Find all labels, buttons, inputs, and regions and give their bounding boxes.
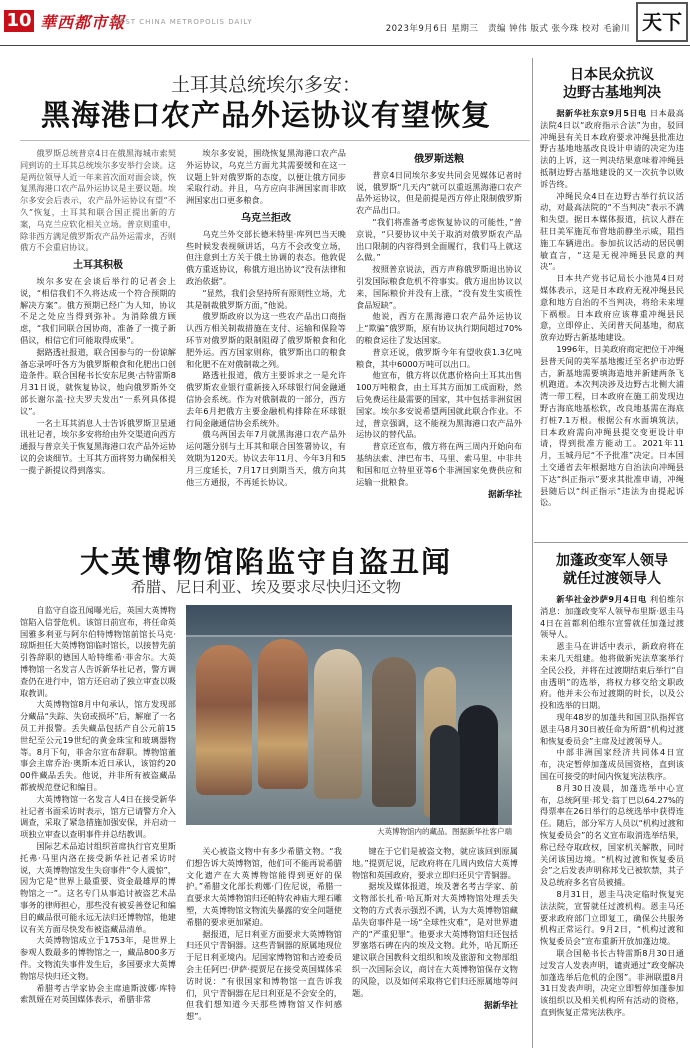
paragraph: 国际艺术品追讨组织首席执行官克里斯托弗·马里内洛在接受新华社记者采访时说，大英博物馆发生失窃事件“令人震惊”，因为它是“世界上最重要、资金最雄厚的博物馆之一”。这名专门从事追讨被盗艺术品事务的律师担心，那些没有被妥善登记和编目的藏品很可能永远无法归还博物馆，他建议有关方面尽快发布被盗藏品清单。 [20,840,176,934]
article2-subheadline: 希腊、尼日利亚、埃及要求尽快归还文物 [130,578,401,596]
sidebar-story2-title [540,552,684,588]
paragraph: 自监守自盗丑闻曝光后，英国大英博物馆陷入信誉危机。该馆日前宣布，将任命英国雅多利亚与阿尔伯特博物馆前馆长马克·琼斯担任大英博物馆临时馆长，以接替先前引咎辞职的德国人哈特维希·菲舍尔。大英博物馆一名发言人告诉新华社记者，警方调查仍在进行中，馆方还启动了独立审查以吸取教训。 [20,605,176,698]
paragraph: 大英博物馆一名发言人4日在接受新华社记者书面采访时表示，馆方已请警方介入调查，采取了紧急措施加强安保，并启动一项独立审查以查明事件并总结教训。 [20,793,176,840]
paragraph: 8月30日凌晨，加蓬选举中心宣布，总统阿里·邦戈·翁丁巴以64.27%的得票率在26日举行的总统选举中获得连任。随后，部分军方人员以“机构过渡和恢复委员会”的名义宣布取消选举结果，称已经夺取政权，国家机关解散，同时关闭该国边境。“机构过渡和恢复委员会”之后发表声明称邦戈已被软禁，其子及总统府多名官员被捕。 [540,782,684,888]
article1-col3 [356,148,522,526]
dateline: 新华社金沙萨9月4日电 [556,594,647,604]
paragraph: 据路透社报道，联合国参与的一份谅解备忘录呼吁各方为俄罗斯粮食和化肥出口创造条件。联合国秘书长安东尼奥·古特雷斯8月31日说，就恢复协议，他向俄罗斯外交部长谢尔盖·拉夫罗夫发出“一系列具体提议”。 [20,346,176,416]
paragraph: 他说，西方在黑海港口农产品外运协议上“欺骗”俄罗斯，原有协议执行期间超过70%的粮食运往了发达国家。 [356,311,522,345]
paragraph: 埃尔多安说，围绕恢复黑海港口农产品外运协议，乌克兰方面尤其需要缓和在这一议题上针对俄罗斯的态度，以便让俄方同步采取行动。并且，乌方应向非洲国家而非欧洲国家出口更多粮食。 [186,148,346,206]
paragraph: 日本最高法院4日以“政府指示合法”为由，驳回冲绳县有关日本政府要求冲绳县批准边野古基地地基改良设计申请的决定为违法的上诉，这一判决结果意味着冲绳县抵制边野古基地建设的又一次抗争以败诉告终。 [540,108,684,189]
page-number: 10 [4,10,34,32]
header-info [386,22,630,34]
paragraph: 大英博物馆8月中旬承认，馆方发现部分藏品“失踪、失窃或损坏”后，解雇了一名员工并报警。丢失藏品包括产自公元前15世纪至公元19世纪的黄金珠宝和玻璃器物等。8月下旬，菲舍尔宣布辞职。博物馆董事会主席乔治·奥斯本近日承认，该馆约2000件藏品丢失。他说，并非所有被盗藏品都被规范登记和编目。 [20,699,176,792]
paragraph: 中部非洲国家经济共同体4日宣布，决定暂停加蓬成员国资格，直到该国在可接受的时间内恢复宪法秩序。 [540,747,684,781]
title-line: 边野古基地判决 [563,85,661,101]
paragraph: 埃尔多安在会谈后举行的记者会上说，“相信我们不久将达成一个符合预期的解决方案”。俄方预期已经广为人知，协议不足之处应当得到弥补。为消除俄方顾虑，“我们同联合国协商，准备了一揽子新倡议，相信它们可能取得成果”。 [20,275,176,345]
paragraph: 普京还宣布，俄方将在两三周内开始向布基纳法索、津巴布韦、马里、索马里、中非共和国和厄立特里亚等6个非洲国家免费供应和运输一批粮食。 [356,441,522,487]
sidebar-story1 [540,66,684,536]
article2-col1 [20,605,176,1045]
dateline: 据新华社东京9月5日电 [556,108,647,118]
paragraph: 俄罗斯政府以为这一些农产品出口商指认西方相关制裁措施在支付、运输和保险等环节对俄罗斯的限制阻碍了俄罗斯粮食和化肥外运。西方国家则称，俄罗斯出口的粮食和化肥不在对俄制裁之列。 [186,311,346,369]
date-line: 2023年9月6日 星期三 [385,24,479,34]
paragraph: 日本共产党书记局长小池晃4日对媒体表示，这是日本政府无视冲绳县民意和地方自治的不当判决，将给未来埋下祸根。日本政府应该尊重冲绳县民意，立即停止、关闭普天间基地，彻底放弃边野古新基地建设。 [540,273,684,343]
article1-col2 [186,148,346,526]
section-label: 天下 [636,2,688,42]
paragraph: 8月31日，恩圭马决定临时恢复宪法法院，宣誓就任过渡机构。恩圭马还要求政府部门立即复工，确保公共服务机构正常运行。9月2日，“机构过渡和恢复委员会”宣布重新开放加蓬边境。 [540,888,684,947]
paragraph: 冲绳民众4日在边野古举行抗议活动，对最高法院的“不当判决”表示不满和失望。据日本媒体报道，抗议人群在驻日美军施瓦布营地前静坐示威，阻挡施工车辆进出。参加抗议活动的居民朝敏直言，“这是无视冲绳县民意的判决”。 [540,190,684,272]
paragraph: 据报道，尼日利亚方面要求大英博物馆归还贝宁青铜器。这些青铜器的原属地现位于尼日利亚境内。尼国家博物馆和古迹委员会主任阿巴·伊萨·提贾尼在接受英国媒体采访时说：“有很国家和博物馆一直告诉我们，贝宁青铜器在尼日利亚是不会安全的，但我们想知道今天那些博物馆又作何感想”。 [186,928,342,1022]
paragraph: 一名土耳其消息人士告诉俄罗斯卫星通讯社记者，埃尔多安将给由外交渠道向西方通报与普京关于恢复黑海港口农产品外运协议的会谈细节。土耳其方面将努力确保相关一揽子新提议得到落实。 [20,417,176,475]
visitor-figure [430,725,460,825]
masthead [0,0,690,46]
visitor-figure [458,705,498,825]
paragraph: 据埃及媒体报道，埃及著名考古学家、前文物部长扎希·哈瓦斯对大英博物馆处理丢失文物的方式表示强烈不满，认为大英博物馆藏品失窃事件是一场“全球性灾难”，是对世界遗产的“严重犯罪”。他要求大英博物馆归还包括罗塞塔石碑在内的埃及文物。此外，哈瓦斯还建议联合国教科文组织和埃及旅游和文物部组织一次国际会议，商讨在大英博物馆保存文物的风险，以及如何采取将它们归还原属地等问题。 [352,881,518,998]
article1-credit: 据新华社 [487,490,522,501]
museum-photo [186,605,512,825]
sidebar-story2 [540,552,684,1046]
paragraph: “我们将准备考虑恢复协议的可能性，”普京说，“只要协议中关于取消对俄罗斯农产品出口限制的内容得到全面履行，我们马上就这么做。” [356,216,522,263]
article1-kicker: 土耳其总统埃尔多安： [170,74,361,96]
paragraph: 联合国秘书长古特雷斯8月30日通过发言人发表声明，谴责通过“政变解决加蓬选举后危机的企图”。非洲联盟8月31日发表声明，决定立即暂停加蓬参加该组织以及相关机构所有活动的资格，直到恢复正常宪法秩序。 [540,947,684,1017]
headline-rule [20,140,530,141]
paragraph: 现年48岁的加蓬共和国卫队指挥官恩圭马8月30日被任命为所谓“机构过渡和恢复委员会”主席及过渡领导人。 [540,711,684,746]
article1-sub2: 乌克兰拒改 [241,212,291,224]
article2-headline: 大英博物馆陷监守自盗丑闻 [79,545,452,579]
paragraph: 关心被盗文物中有多少希腊文物。“我们想告诉大英博物馆，他们可不能再说希腊文化遗产在大英博物馆能得到更好的保护。”希腊文化部长莉娜·门佐尼说，希腊一直要求大英博物馆归还帕特农神庙大理石雕塑，大英博物馆文物流失暴露的安全问题使希腊的要求更加紧迫。 [186,846,342,927]
article1-lead: 俄罗斯总统普京4日在俄黑海城市索契同到访的土耳其总统埃尔多安举行会谈。这是两位领导人近一年来首次面对面会谈，恢复黑海港口农产品外运协议是主要议题。埃尔多安会后表示，农产品外运协议有望“不久”恢复，土耳其和联合国正提出新的方案，乌克兰应软化相关立场。普京则重申，除非西方满足俄罗斯农产品外运需求，否则俄方不会重启协议。 [20,148,176,253]
title-line: 日本民众抗议 [570,67,654,83]
paragraph: 利伯维尔消息：加蓬政变军人领导布里斯·恩圭马4日在首都利伯维尔宣誓就任加蓬过渡领导人。 [540,594,684,640]
paragraph: 键在于它们是被盗文物，就应该回到原属地。”提贾尼说，尼政府将在几周内致信大英博物馆和英国政府，要求立即归还贝宁青铜器。 [352,846,518,880]
article1-sub1: 土耳其积极 [73,260,123,272]
paragraph: 大英博物馆成立于1753年，是世界上参观人数最多的博物馆之一，藏品800多万件。文物流失事件发生后，多国要求大英博物馆尽快归还文物。 [20,935,176,981]
paragraph: 他宣布，俄方将以优惠价格向土耳其出售100万吨粮食，由土耳其方面加工成面粉，然后免费运往最需要的国家，其中包括非洲贫困国家。埃尔多安说希望两国就此联合作业。不过，普京强调，这不能视为黑海港口农产品外运协议的替代品。 [356,370,522,440]
article1-headline: 黑海港口农产品外运协议有望恢复 [40,98,491,132]
paragraph: “显然，我们会坚持所有原则性立场，尤其是制裁俄罗斯方面，”他说。 [186,287,346,310]
paragraph: 按照普京说法，西方声称俄罗斯退出协议引发国际粮食危机不符事实。俄方退出协议以来，国际粮价并没有上涨，“没有发生实质性食品短缺”。 [356,264,522,310]
title-line: 加蓬政变军人领导 [556,553,668,569]
paper-logo: 華西都市報 [40,13,126,32]
article2-credit: 据新华社 [483,1001,518,1012]
paragraph: 路透社报道，俄方主要诉求之一是允许俄罗斯农业银行重新接入环球银行间金融通信协会系统。作为对俄制裁的一部分，西方去年6月把俄方主要金融机构排除在环球银行间金融通信协会系统外。 [186,370,346,428]
paragraph: 希腊考古学家协会主席迪斯波娜·库特索凯娅在对英国媒体表示，希腊非常 [20,982,176,1005]
article2-col2 [186,846,342,1046]
sidebar-divider [534,542,688,543]
staff-line: 责编 钟伟 版式 张今珠 校对 毛渝川 [487,24,630,34]
photo-caption: 大英博物馆内的藏品。图据新华社客户端 [377,827,512,836]
paragraph: 1996年，日美政府商定把位于冲绳县普天间的美军基地搬迁至名护市边野古，新基地需要填海造地并新建两条飞机跑道。本次判决涉及边野古北侧大浦湾一带工程，日本政府在施工前发现边野古海底地基松软，改良地基需在海底打桩7.1万根。根据公有水面填筑法，日本政府需向冲绳县提交变更设计申请，得到批准方能动工。2021年11月，玉城丹尼“不予批准”决定。日本国土交通省去年根据地方自治法向冲绳县下达“纠正指示”要求其批准申请，冲绳县随后以“纠正指示”违法为由提起诉讼。 [540,343,684,508]
article1-sub3: 俄罗斯送粮 [414,154,464,165]
paragraph: 普京还说，俄罗斯今年有望收获1.3亿吨粮食，其中6000万吨可以出口。 [356,346,522,369]
paragraph: 俄乌两国去年7月就黑海港口农产品外运问题分别与土耳其和联合国签署协议，有效期为120天。协议去年11月、今年3月和5月三度延长，7月17日到期当天，俄方向其他三方通报，不再延长协议。 [186,429,346,487]
title-line: 就任过渡领导人 [563,571,661,587]
sidebar-story1-title [540,66,684,102]
article2-col3 [352,846,518,1046]
paper-logo-en: WEST CHINA METROPOLIS DAILY [112,18,253,26]
paragraph: 恩圭马在讲话中表示，新政府将在未来几天组建。他将做新宪法草案举行全民公投，并将在过渡期结束后举行“自由透明”的选举，将权力移交给文职政府。他并未公布过渡期的时长，以及公投和选举的日期。 [540,641,684,711]
article1-col1 [20,148,176,526]
paragraph: 普京4日同埃尔多安共同会见媒体记者时说，俄罗斯“几天内”就可以重返黑海港口农产品外运协议，但是前提是西方停止限制俄罗斯农产品出口。 [356,169,522,216]
paragraph: 乌克兰外交部长德米特里·库列巴当天晚些时候发表视频讲话，乌方不会改变立场，但注意到土方关于俄土协调的表态。他敦促俄方重返协议，称俄方退出协议“没有法律和政治依据”。 [186,228,346,286]
